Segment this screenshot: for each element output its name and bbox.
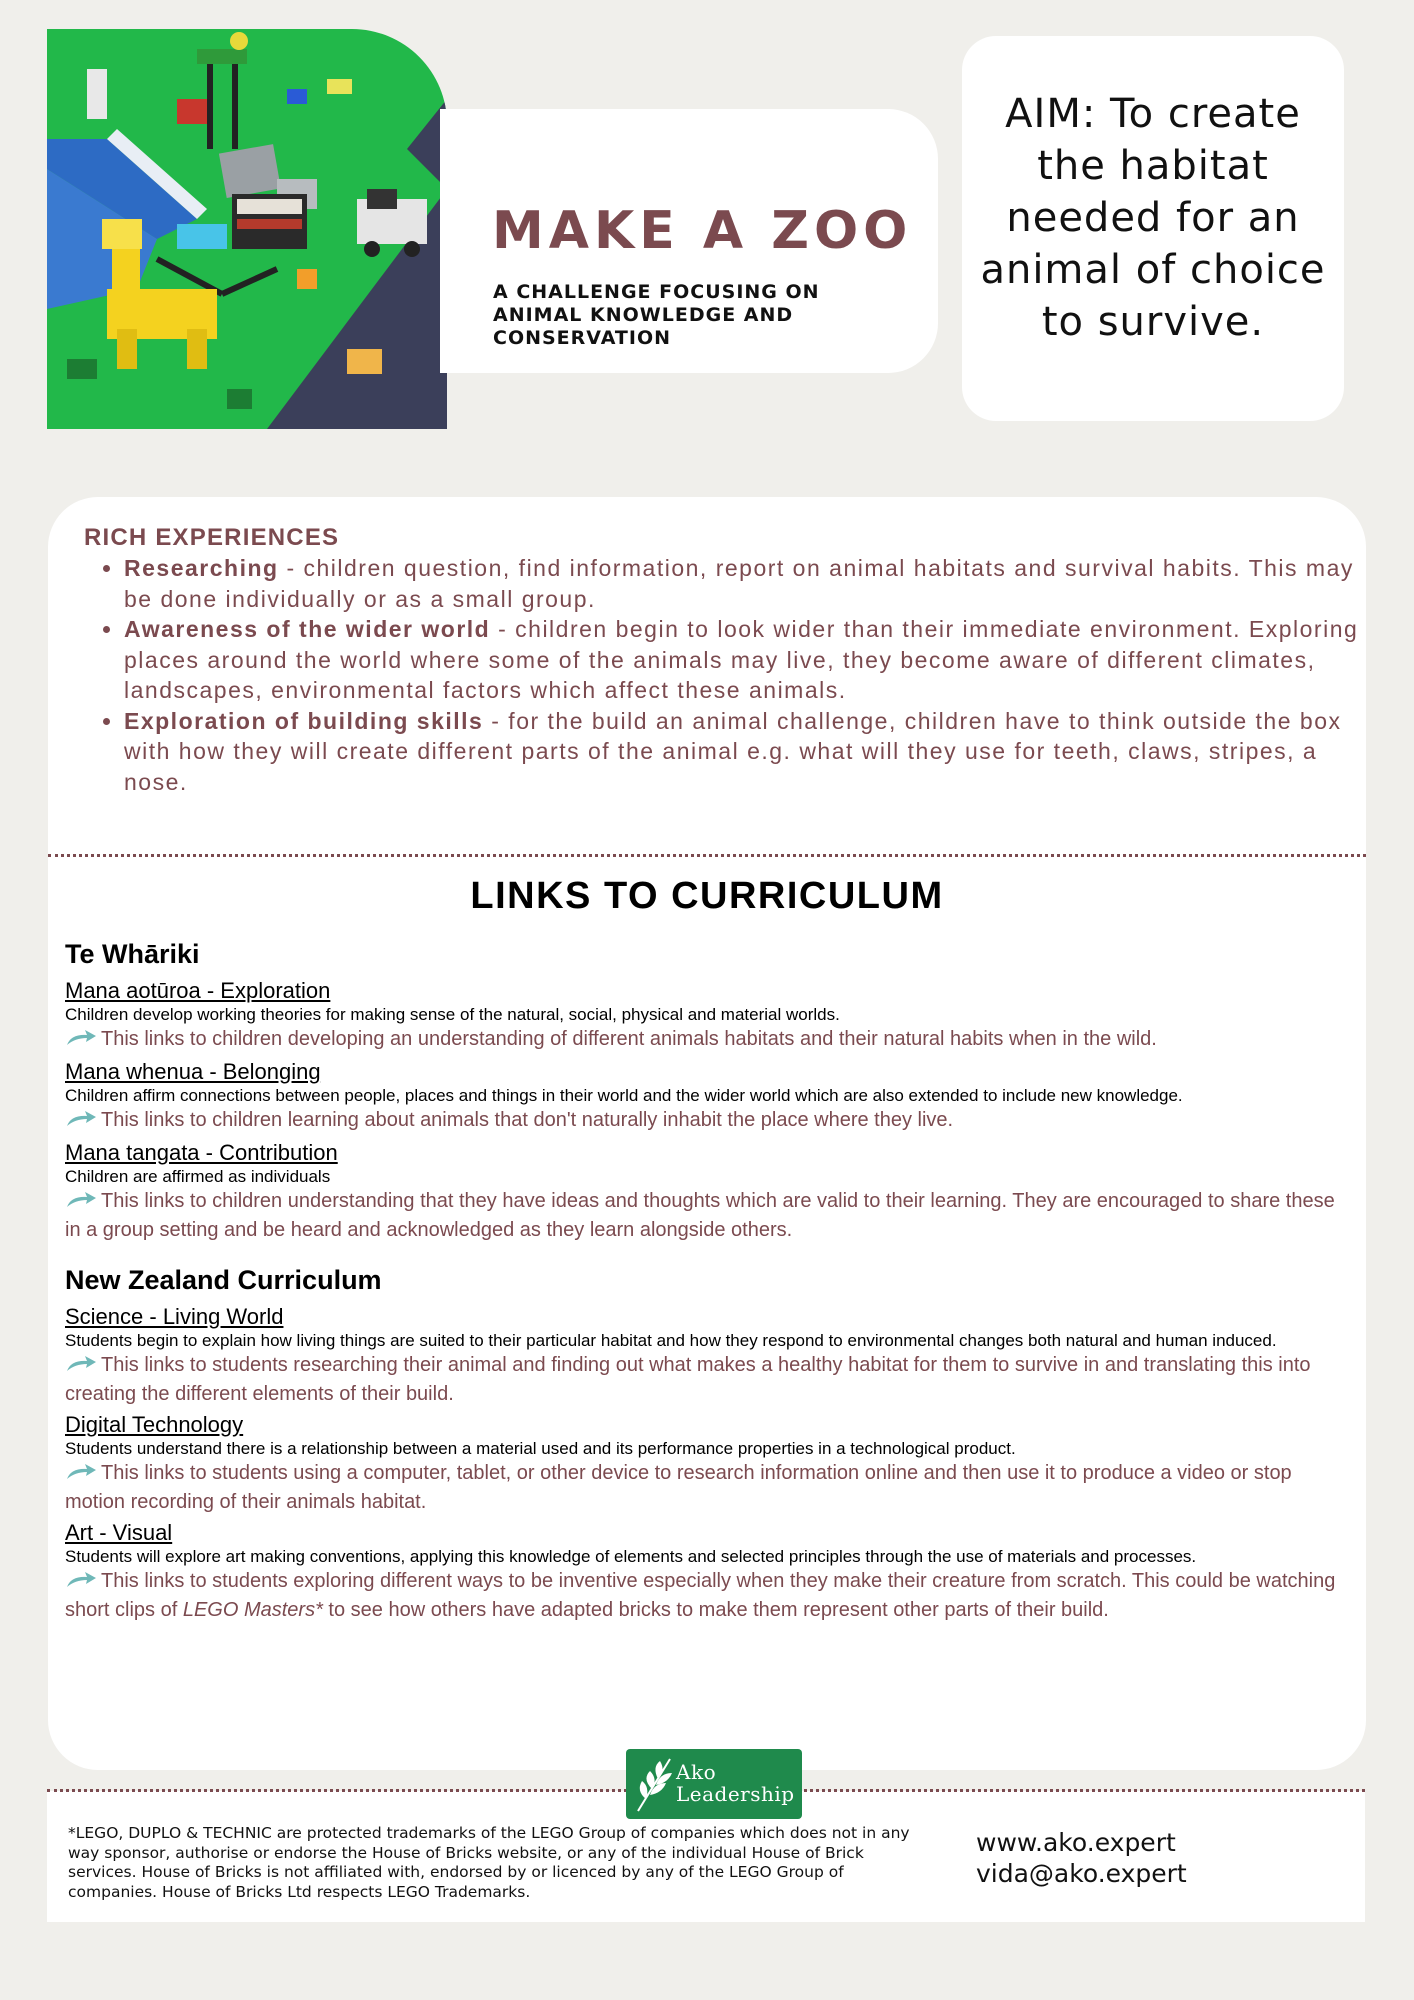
page-title: MAKE A ZOO [492,201,913,261]
curved-arrow-icon [65,1190,97,1217]
aim-text: AIM: To create the habitat needed for an animal of choice to survive. [980,90,1326,345]
logo-text [676,1761,795,1805]
curriculum-item [65,1058,1355,1136]
rich-experiences-list [84,553,1384,797]
curriculum-section [65,934,1355,1624]
link-note-text: This links to children learning about animals that don't naturally inhabit the place where they live. [101,1109,954,1131]
curriculum-link-note [65,1352,1355,1408]
ako-leadership-logo [626,1749,802,1819]
curved-arrow-icon [65,1354,97,1381]
curriculum-desc: Children are affirmed as individuals [65,1167,331,1186]
list-item-text: - for the build an animal challenge, children have to think outside the box with how they will create different parts of the animal e.g. what will they use for teeth, claws, stripes, a nose. [124,707,1342,795]
link-note-text: This links to students using a computer, tablet, or other device to research information online and then use it to produce a video or stop motion recording of their animals habitat. [65,1462,1292,1513]
logo-line-2: Leadership [676,1782,795,1806]
list-item-term: Awareness of the wider world [124,616,491,642]
nzc-heading: New Zealand Curriculum [65,1265,382,1295]
curriculum-desc: Students understand there is a relationship between a material used and its performance properties in a technological product. [65,1439,1016,1458]
link-note-text: This links to children understanding that they have ideas and thoughts which are valid to their learning. They are encouraged to share these in a group setting and be heard and acknowledged as they learn alongside others. [65,1190,1335,1241]
list-item [124,706,1384,798]
leaf-icon [632,1753,676,1819]
aim-card [962,36,1344,421]
curriculum-desc: Children develop working theories for making sense of the natural, social, physical and material worlds. [65,1005,840,1024]
curriculum-subhead: Mana tangata - Contribution [65,1140,338,1165]
curriculum-item [65,977,1355,1055]
list-item [124,614,1384,706]
lego-zoo-photo [47,29,447,429]
logo-line-1: Ako [676,1760,717,1784]
list-item-term: Researching [124,555,279,581]
curved-arrow-icon [65,1570,97,1597]
title-card [440,109,938,373]
contact-info [976,1827,1187,1889]
curved-arrow-icon [65,1028,97,1055]
curriculum-subhead: Digital Technology [65,1412,244,1437]
curriculum-link-note [65,1460,1355,1516]
link-note-text: This links to children developing an understanding of different animals habitats and their natural habits when in the wild. [101,1028,1157,1050]
curriculum-item [65,1519,1355,1624]
curriculum-item [65,1303,1355,1408]
link-note-text: This links to students exploring different ways to be inventive especially when they make their creature from scratch. This could be watching short clips of [65,1570,1336,1621]
section-divider [48,854,1366,857]
link-note-text: to see how others have adapted bricks to make them represent other parts of their build. [322,1599,1109,1621]
whariki-heading: Te Whāriki [65,939,200,969]
link-note-text: This links to students researching their animal and finding out what makes a healthy habitat for them to survive in and translating this into creating the different elements of their build. [65,1354,1311,1405]
website-link[interactable]: www.ako.expert [976,1828,1176,1857]
list-item-text: - children begin to look wider than their immediate environment. Exploring places around the world where some of the animals may live, they become aware of different climates, landscapes, environmental factors which affect these animals. [124,616,1359,703]
curriculum-link-note [65,1107,1355,1136]
curriculum-desc: Children affirm connections between people, places and things in their world and the wider world which are also extended to include new knowledge. [65,1086,1183,1105]
curriculum-title: LINKS TO CURRICULUM [470,875,944,917]
curriculum-subhead: Art - Visual [65,1520,173,1545]
rich-experiences-heading: RICH EXPERIENCES [84,524,340,551]
list-item [124,553,1384,614]
curriculum-item [65,1139,1355,1244]
curriculum-link-note [65,1026,1355,1055]
trademark-disclaimer: *LEGO, DUPLO & TECHNIC are protected trademarks of the LEGO Group of companies which does not in any way sponsor, authorise or endorse the House of Bricks website, or any of the individual House of Brick services. House of Bricks is not affiliated with, endorsed by or licenced by any of the LEGO Group of companies. House of Bricks Ltd respects LEGO Trademarks. [68,1824,910,1901]
curriculum-subhead: Mana whenua - Belonging [65,1059,321,1084]
curriculum-subhead: Mana aotūroa - Exploration [65,978,331,1003]
curved-arrow-icon [65,1109,97,1136]
curriculum-item [65,1411,1355,1516]
curriculum-link-note [65,1568,1355,1624]
list-item-text: - children question, find information, report on animal habitats and survival habits. This may be done individually or as a small group. [124,555,1354,612]
lego-masters-title: LEGO Masters* [182,1599,323,1621]
curriculum-desc: Students will explore art making conventions, applying this knowledge of elements and selected principles through the use of materials and processes. [65,1547,1197,1566]
curved-arrow-icon [65,1462,97,1489]
curriculum-link-note [65,1188,1355,1244]
main-content-card [48,497,1366,1770]
curriculum-subhead: Science - Living World [65,1304,284,1329]
curriculum-desc: Students begin to explain how living things are suited to their particular habitat and how they respond to environmental changes both natural and human induced. [65,1331,1277,1350]
list-item-term: Exploration of building skills [124,707,484,734]
page-subtitle: A CHALLENGE FOCUSING ON ANIMAL KNOWLEDGE AND CONSERVATION [493,281,820,349]
email-link[interactable]: vida@ako.expert [976,1859,1187,1888]
